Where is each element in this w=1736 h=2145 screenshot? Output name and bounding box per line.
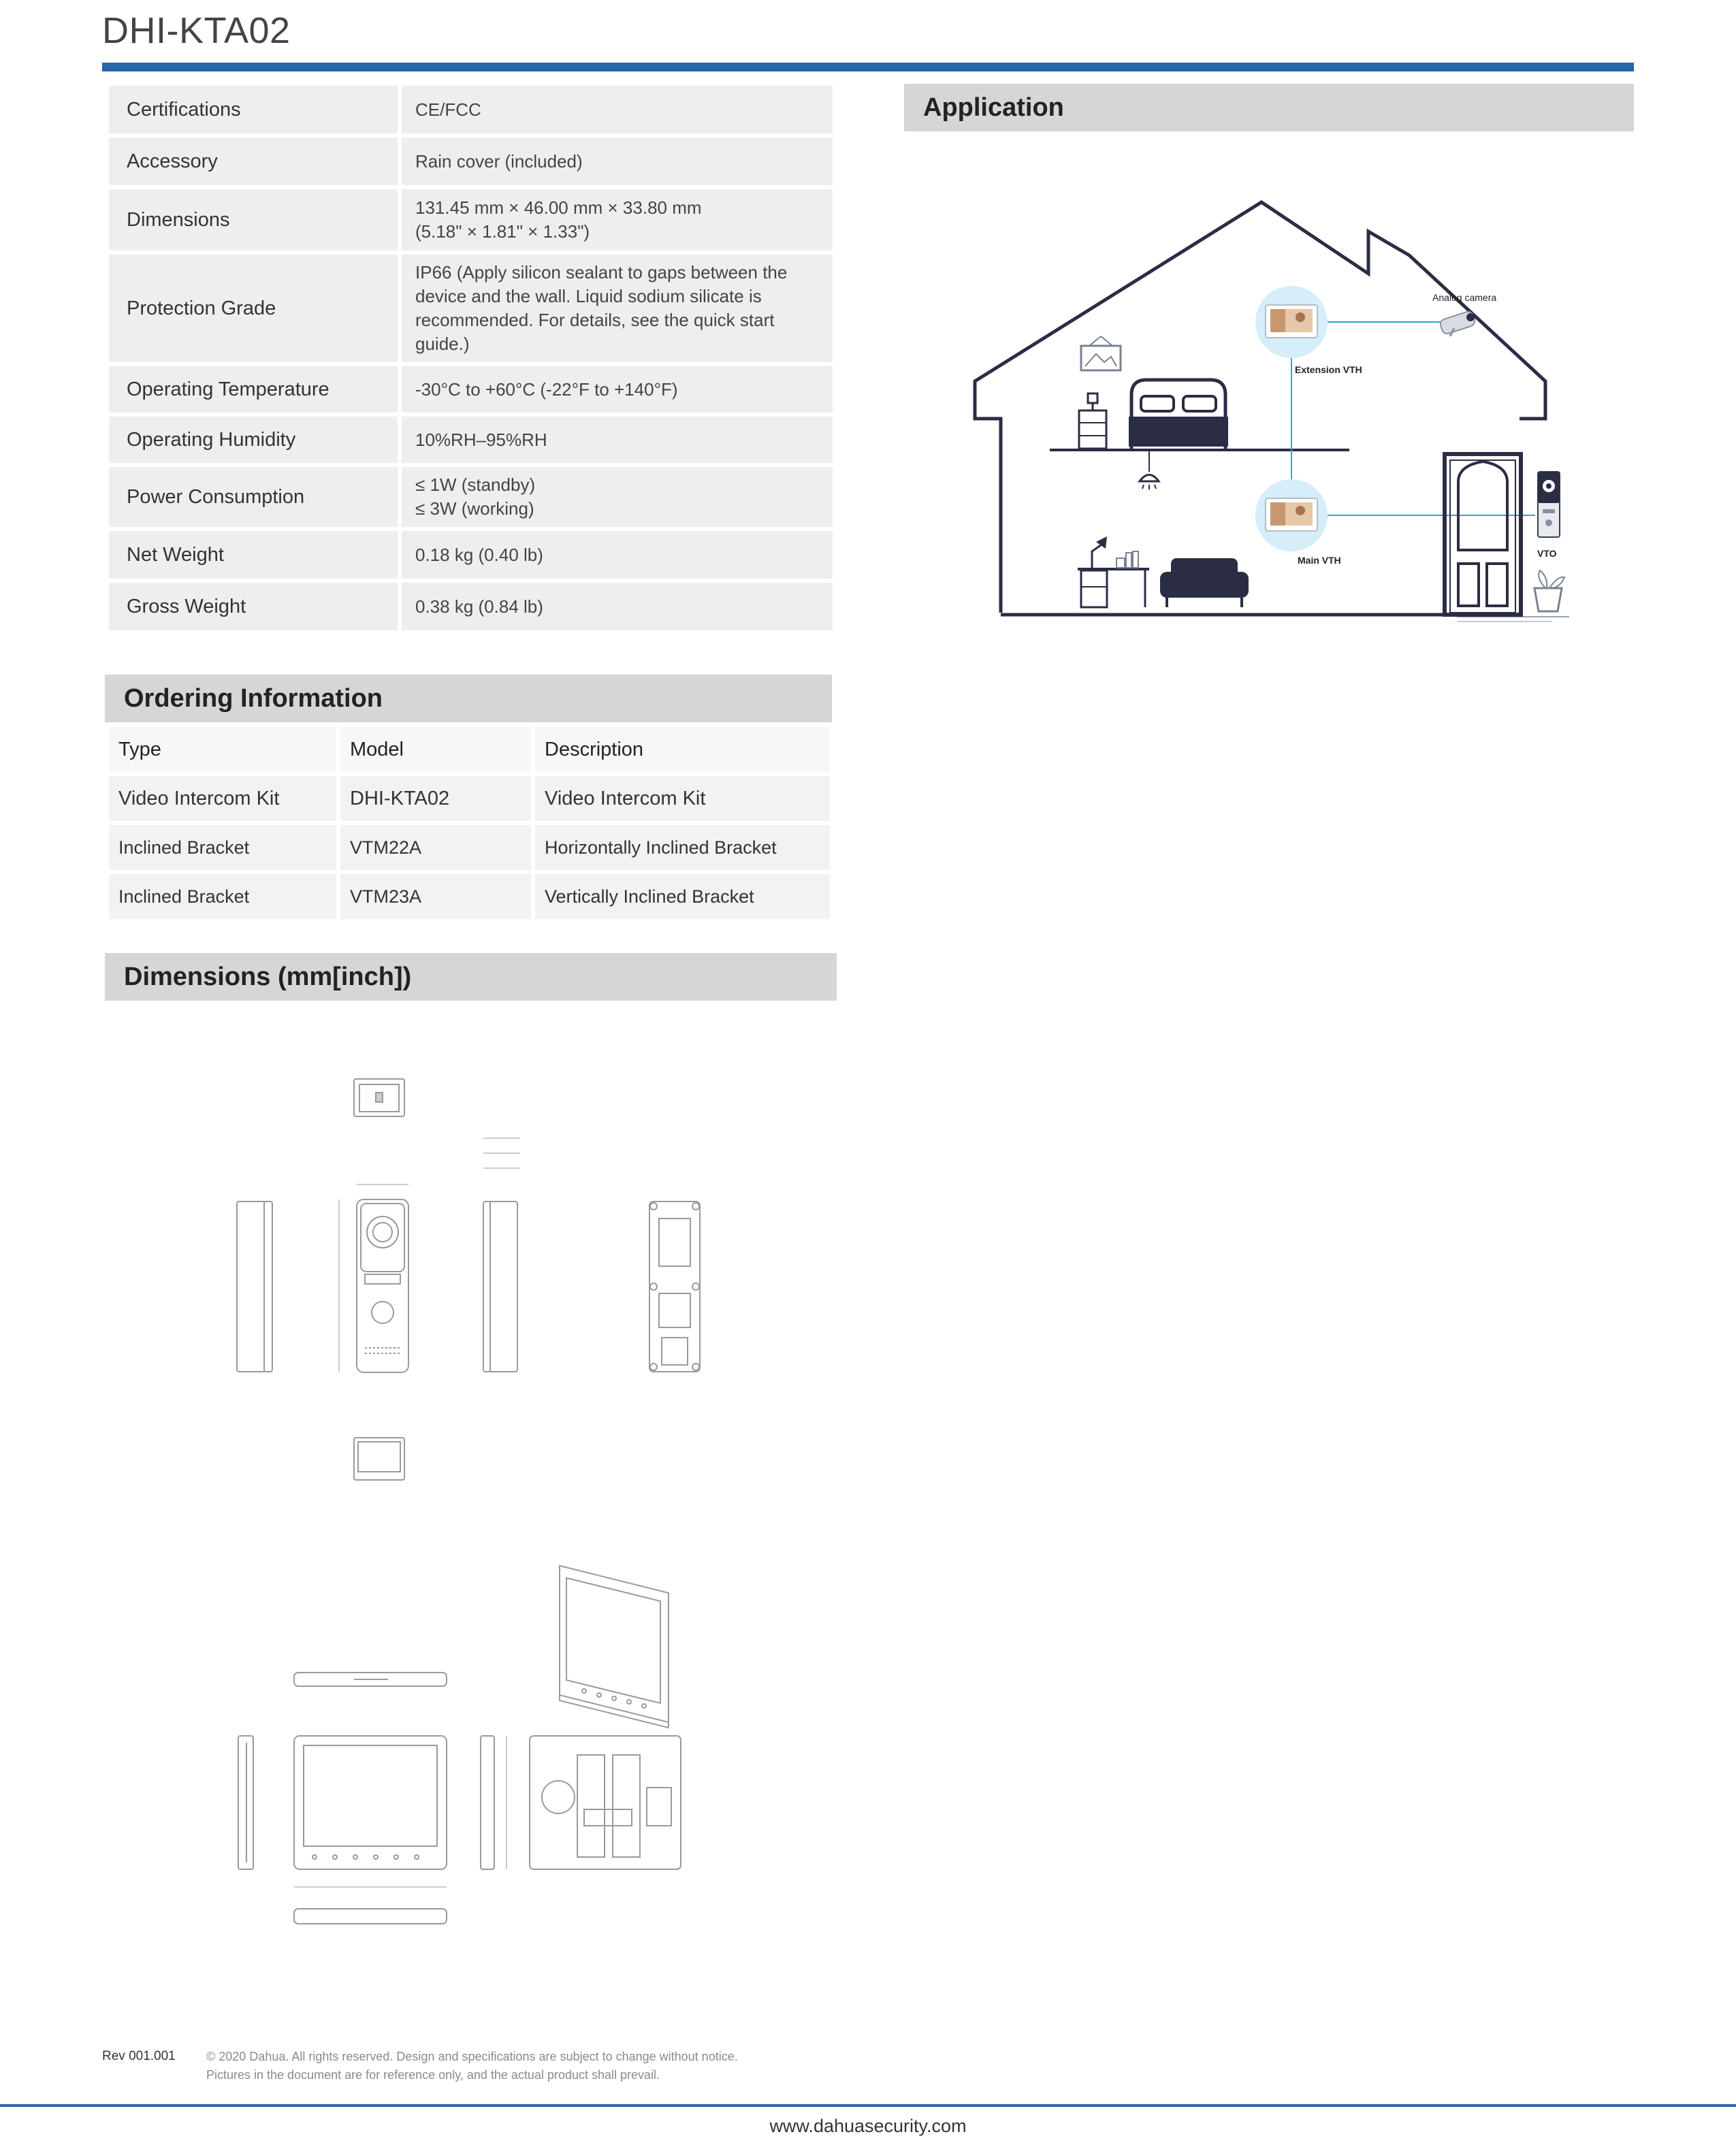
spec-value: CE/FCC — [402, 86, 833, 133]
vto-top-view — [354, 1079, 404, 1116]
vth-dimension-drawings — [225, 1552, 701, 1933]
spec-row — [109, 189, 833, 251]
ordering-type: Inclined Bracket — [109, 874, 336, 919]
spec-row — [109, 583, 833, 630]
spec-label: Accessory — [109, 138, 398, 185]
spec-row — [109, 417, 833, 463]
spec-value: -30°C to +60°C (-22°F to +140°F) — [402, 366, 833, 413]
footer-rule — [0, 2104, 1736, 2107]
spec-label: Power Consumption — [109, 467, 398, 527]
spec-row — [109, 531, 833, 579]
vto-device-icon — [1538, 472, 1560, 537]
copyright-notice: © 2020 Dahua. All rights reserved. Design and specifications are subject to change without notice. Pictures in the document are for reference only, and the actual product shall prevail. — [206, 2050, 738, 2082]
spec-value: 10%RH–95%RH — [402, 417, 833, 463]
main-vth-label: Main VTH — [1298, 555, 1341, 566]
vth-top-view — [294, 1673, 447, 1686]
vto-bottom-view — [354, 1438, 404, 1480]
spec-row — [109, 467, 833, 527]
spec-row — [109, 86, 833, 133]
vto-dimension-drawings — [225, 1062, 722, 1498]
website-link[interactable]: www.dahuasecurity.com — [769, 2116, 967, 2136]
spec-value: IP66 (Apply silicon sealant to gaps between the device and the wall. Liquid sodium silicate is recommended. For details, see the quick start guide.) — [402, 255, 833, 362]
dimensions-header: Dimensions (mm[inch]) — [105, 953, 837, 1001]
document-title: DHI-KTA02 — [102, 10, 291, 51]
plant-icon — [1534, 570, 1564, 611]
bed-icon — [1129, 380, 1228, 450]
vth-front-view — [294, 1736, 447, 1887]
extension-vth-icon — [1255, 286, 1328, 358]
sofa-icon — [1160, 558, 1249, 607]
desk-icon — [1078, 536, 1149, 607]
ceiling-lamp-icon — [1140, 451, 1159, 489]
spec-label: Net Weight — [109, 531, 398, 579]
ordering-row — [109, 874, 830, 919]
ordering-table — [105, 723, 834, 923]
vto-front-view — [339, 1184, 408, 1372]
ordering-description: Horizontally Inclined Bracket — [535, 825, 830, 870]
spec-value: Rain cover (included) — [402, 138, 833, 185]
ordering-row — [109, 825, 830, 870]
ordering-header-row — [109, 727, 830, 772]
spec-row — [109, 138, 833, 185]
analog-camera-label: Analog camera — [1432, 292, 1497, 303]
vth-side-view-left — [238, 1736, 253, 1869]
ordering-model: DHI-KTA02 — [340, 776, 531, 821]
ordering-model: VTM23A — [340, 874, 531, 919]
vto-label: VTO — [1537, 548, 1557, 559]
analog-camera-icon — [1439, 310, 1476, 336]
application-header: Application — [904, 84, 1634, 131]
revision-label: Rev 001.001 — [102, 2049, 176, 2063]
ordering-model: VTM22A — [340, 825, 531, 870]
ordering-description: Video Intercom Kit — [535, 776, 830, 821]
door-icon — [1445, 454, 1521, 615]
vto-back-view — [649, 1201, 700, 1372]
vto-side-view-right — [483, 1138, 520, 1372]
spec-value: ≤ 1W (standby) ≤ 3W (working) — [402, 467, 833, 527]
column-header-description: Description — [535, 727, 830, 772]
vto-side-view-left — [237, 1201, 272, 1372]
vth-back-view — [530, 1736, 681, 1869]
ordering-header: Ordering Information — [105, 675, 832, 722]
vth-bottom-view — [294, 1909, 447, 1924]
spec-value: 0.38 kg (0.84 lb) — [402, 583, 833, 630]
ordering-type: Inclined Bracket — [109, 825, 336, 870]
spec-label: Certifications — [109, 86, 398, 133]
spec-label: Gross Weight — [109, 583, 398, 630]
spec-value: 131.45 mm × 46.00 mm × 33.80 mm (5.18" × 1.81" × 1.33") — [402, 189, 833, 251]
picture-frame-icon — [1081, 336, 1121, 370]
spec-label: Protection Grade — [109, 255, 398, 362]
ordering-type: Video Intercom Kit — [109, 776, 336, 821]
spec-row — [109, 366, 833, 413]
header-rule — [102, 63, 1634, 71]
column-header-model: Model — [340, 727, 531, 772]
ordering-row — [109, 776, 830, 821]
nightstand-icon — [1079, 393, 1106, 449]
spec-label: Operating Humidity — [109, 417, 398, 463]
main-vth-icon — [1255, 479, 1328, 551]
spec-table — [105, 82, 837, 634]
spec-row — [109, 255, 833, 362]
ordering-description: Vertically Inclined Bracket — [535, 874, 830, 919]
spec-label: Operating Temperature — [109, 366, 398, 413]
application-diagram — [953, 184, 1600, 633]
spec-label: Dimensions — [109, 189, 398, 251]
column-header-type: Type — [109, 727, 336, 772]
vth-isometric-view — [560, 1566, 669, 1728]
spec-value: 0.18 kg (0.40 lb) — [402, 531, 833, 579]
vth-side-view-right — [481, 1736, 507, 1869]
extension-vth-label: Extension VTH — [1295, 364, 1362, 375]
